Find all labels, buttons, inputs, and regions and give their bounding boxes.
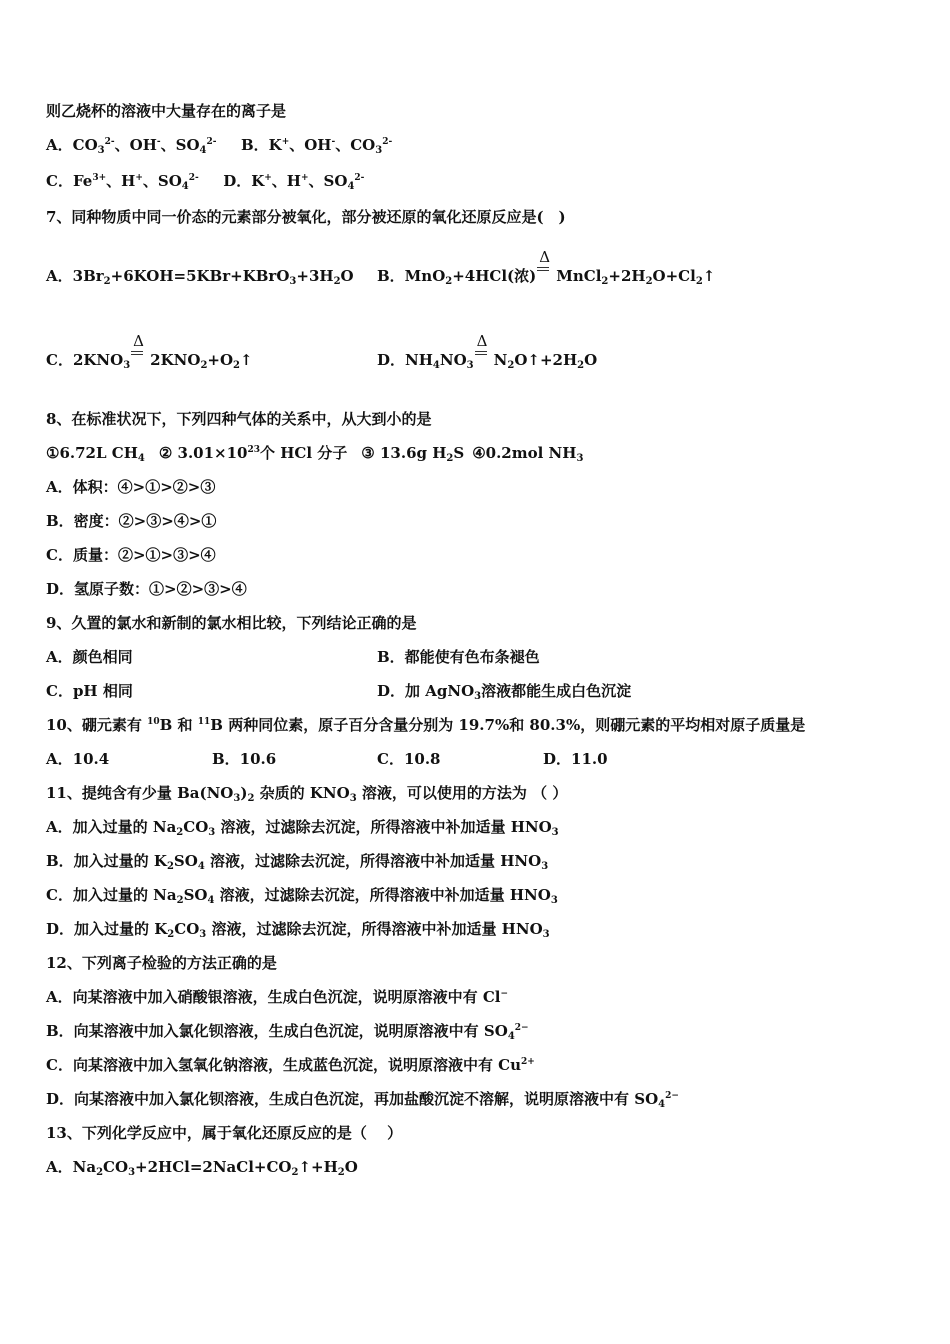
q12-option-c: C．向某溶液中加入氢氧化钠溶液，生成蓝色沉淀，说明原溶液中有 $Cu^{2+}$ (46, 1056, 535, 1074)
q11-option-d: D．加入过量的 $K_2CO_3$ 溶液，过滤除去沉淀，所得溶液中补加适量 $HNO_3$ (46, 920, 550, 940)
question-6-stem-tail: 则乙烧杯的溶液中大量存在的离子是 (46, 102, 287, 120)
q10-option-b: B．10.6 (212, 750, 277, 768)
q7-option-a: A．$3Br_2+6KOH=5KBr+KBrO_3+3H_2O$ (46, 267, 354, 287)
q8-option-d: D．氢原子数：①>②>③>④ (46, 580, 247, 598)
q10-option-c: C．10.8 (377, 750, 441, 768)
q6-option-d: D．K+、H+、$SO_4^{2-}$ (223, 172, 365, 192)
q11-option-b: B．加入过量的 $K_2SO_4$ 溶液，过滤除去沉淀，所得溶液中补加适量 $HNO_3$ (46, 852, 549, 872)
q7-option-d: D．$NH_4NO_3$ Δ $N_2O↑+2H_2O$ (377, 332, 598, 371)
question-12-stem: 12、下列离子检验的方法正确的是 (46, 954, 277, 972)
q9-option-b: B．都能使有色布条褪色 (377, 648, 540, 666)
q6-option-c: C．$Fe^{3+}$、H+、$SO_4^{2-}$ (46, 172, 199, 192)
q7-option-c: C．$2KNO_3$ Δ $2KNO_2+O_2↑$ (46, 332, 253, 371)
q11-option-a: A．加入过量的 $Na_2CO_3$ 溶液，过滤除去沉淀，所得溶液中补加适量 $HNO_3$ (46, 818, 559, 838)
q8-option-c: C．质量：②>①>③>④ (46, 546, 216, 564)
q13-option-a: A．$Na_2CO_3+2HCl=2NaCl+CO_2↑+H_2O$ (46, 1158, 358, 1178)
question-9-stem: 9、久置的氯水和新制的氯水相比较，下列结论正确的是 (46, 614, 417, 632)
q9-option-d: D．加 AgNO$_3$溶液都能生成白色沉淀 (377, 682, 632, 702)
question-8-stem: 8、在标准状况下，下列四种气体的关系中，从大到小的是 (46, 410, 432, 428)
question-13-stem: 13、下列化学反应中，属于氧化还原反应的是（ ） (46, 1124, 403, 1142)
q11-option-c: C．加入过量的 $Na_2SO_4$ 溶液，过滤除去沉淀，所得溶液中补加适量 $HNO_3$ (46, 886, 558, 906)
q12-option-d: D．向某溶液中加入氯化钡溶液，生成白色沉淀，再加盐酸沉淀不溶解，说明原溶液中有 $SO_4^{2-}$ (46, 1090, 679, 1110)
question-11-stem: 11、提纯含有少量 $Ba(NO_3)_2$ 杂质的 $KNO_3$ 溶液，可以使用的方法为 （ ） (46, 784, 568, 804)
q10-option-a: A．10.4 (46, 750, 110, 768)
q6-options-ab (46, 135, 392, 155)
q6-options-cd (46, 171, 364, 191)
question-7-stem: 7、同种物质中同一价态的元素部分被氧化，部分被还原的氧化还原反应是( ) (46, 208, 566, 226)
q6-option-b: B．K+、OH-、$CO_3^{2-}$ (240, 136, 393, 156)
q8-option-b: B．密度：②>③>④>① (46, 512, 217, 530)
q12-option-a: A．向某溶液中加入硝酸银溶液，生成白色沉淀，说明原溶液中有 Cl− (46, 988, 509, 1006)
q8-items: ①6.72L $CH_4$ ② $3.01\times 10^{23}$个 HCl 分子 ③ 13.6g $H_2S$ ④0.2mol $NH_3$ (46, 444, 584, 464)
q8-option-a: A．体积：④>①>②>③ (46, 478, 216, 496)
question-10-stem: 10、硼元素有 $^{10}$B 和 $^{11}$B 两种同位素，原子百分含量分别为 19.7%和 80.3%，则硼元素的平均相对原子质量是 (46, 716, 806, 734)
q6-option-a: A．$CO_3^{2-}$、OH-、$SO_4^{2-}$ (46, 136, 217, 156)
q7-option-b: B．MnO$_2$+4HCl(浓) Δ $MnCl_2+2H_2O+Cl_2↑$ (377, 248, 716, 287)
q9-option-a: A．颜色相同 (46, 648, 133, 666)
q12-option-b: B．向某溶液中加入氯化钡溶液，生成白色沉淀，说明原溶液中有 $SO_4^{2-}$ (46, 1022, 529, 1042)
q9-option-c: C．pH 相同 (46, 682, 133, 700)
q10-option-d: D．11.0 (543, 750, 608, 768)
